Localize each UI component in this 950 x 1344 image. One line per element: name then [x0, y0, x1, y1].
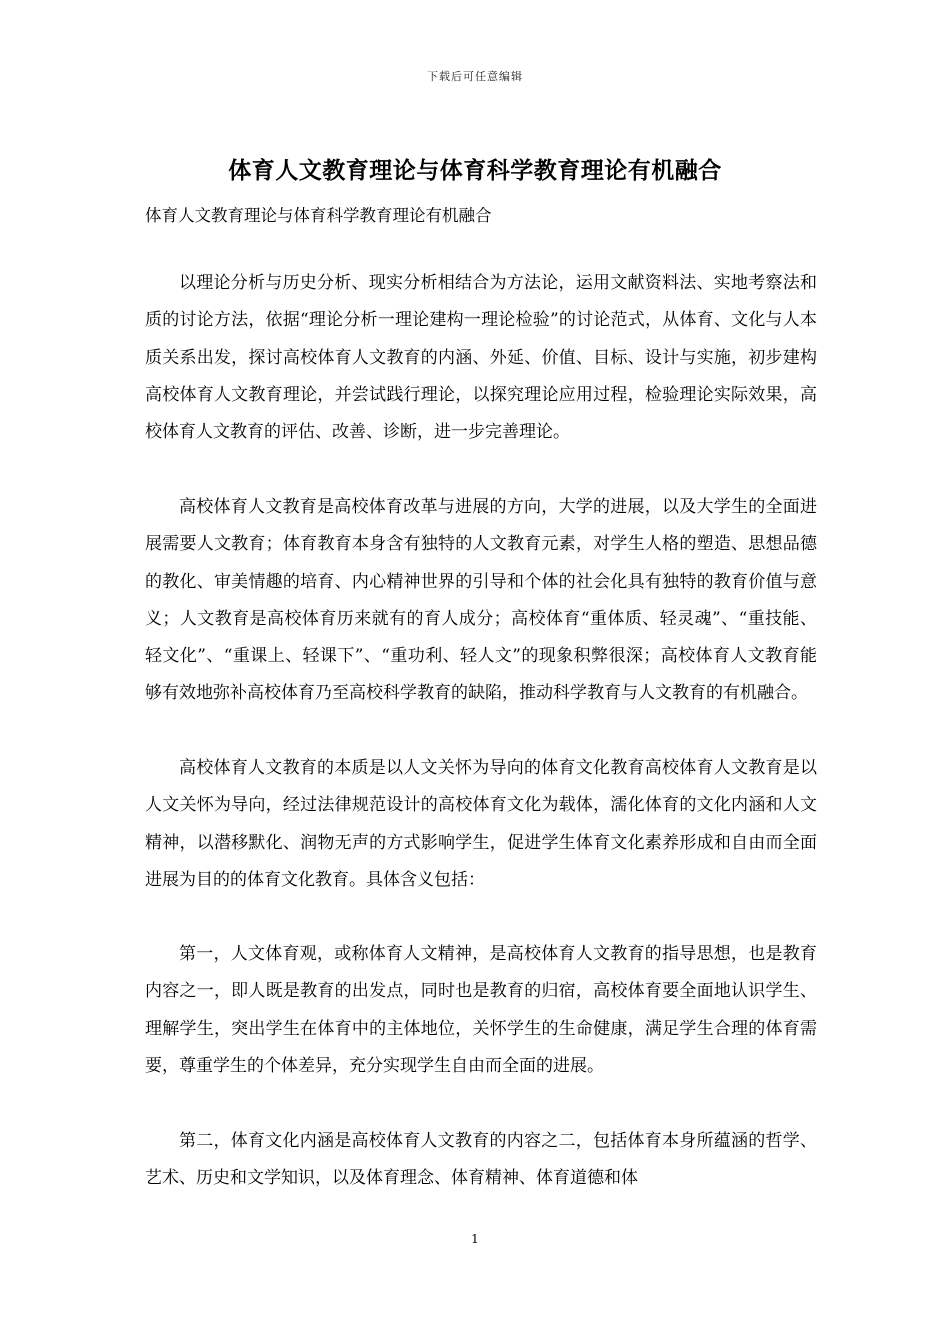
paragraph-1: 以理论分析与历史分析、现实分析相结合为方法论，运用文献资料法、实地考察法和质的讨论方法，依据“理论分析一理论建构一理论检验”的讨论范式，从体育、文化与人本质关系出发，探讨高校体育人文教育的内涵、外延、价值、目标、设计与实施，初步建构高校体育人文教育理论，并尝试践行理论，以探究理论应用过程，检验理论实际效果，高校体育人文教育的评估、改善、诊断，进一步完善理论。	[145, 273, 817, 443]
document-title: 体育人文教育理论与体育科学教育理论有机融合	[228, 157, 722, 184]
paragraph-4: 第一，人文体育观，或称体育人文精神，是高校体育人文教育的指导思想，也是教育内容之一，即人既是教育的出发点，同时也是教育的归宿，高校体育要全面地认识学生、理解学生，突出学生在体育中的主体地位，关怀学生的生命健康，满足学生合理的体育需要，尊重学生的个体差异，充分实现学生自由而全面的进展。	[145, 944, 817, 1076]
paragraph-3: 高校体育人文教育的本质是以人文关怀为导向的体育文化教育高校体育人文教育是以人文关怀为导向，经过法律规范设计的高校体育文化为载体，濡化体育的文化内涵和人文精神，以潜移默化、润物无声的方式影响学生，促进学生体育文化素养形成和自由而全面进展为目的的体育文化教育。具体含义包括：	[145, 758, 817, 890]
page-number: 1	[471, 1232, 479, 1246]
header-note: 下载后可任意编辑	[427, 70, 523, 83]
paragraph-5: 第二，体育文化内涵是高校体育人文教育的内容之二，包括体育本身所蕴涵的哲学、艺术、历史和文学知识，以及体育理念、体育精神、体育道德和体	[145, 1131, 817, 1189]
document-subtitle: 体育人文教育理论与体育科学教育理论有机融合	[145, 206, 492, 225]
paragraph-2: 高校体育人文教育是高校体育改革与进展的方向，大学的进展，以及大学生的全面进展需要人文教育；体育教育本身含有独特的人文教育元素，对学生人格的塑造、思想品德的教化、审美情趣的培育、内心精神世界的引导和个体的社会化具有独特的教育价值与意义；人文教育是高校体育历来就有的育人成分；高校体育“重体质、轻灵魂”、“重技能、轻文化”、“重课上、轻课下”、“重功利、轻人文”的现象积弊很深；高校体育人文教育能够有效地弥补高校体育乃至高校科学教育的缺陷，推动科学教育与人文教育的有机融合。	[145, 497, 817, 704]
